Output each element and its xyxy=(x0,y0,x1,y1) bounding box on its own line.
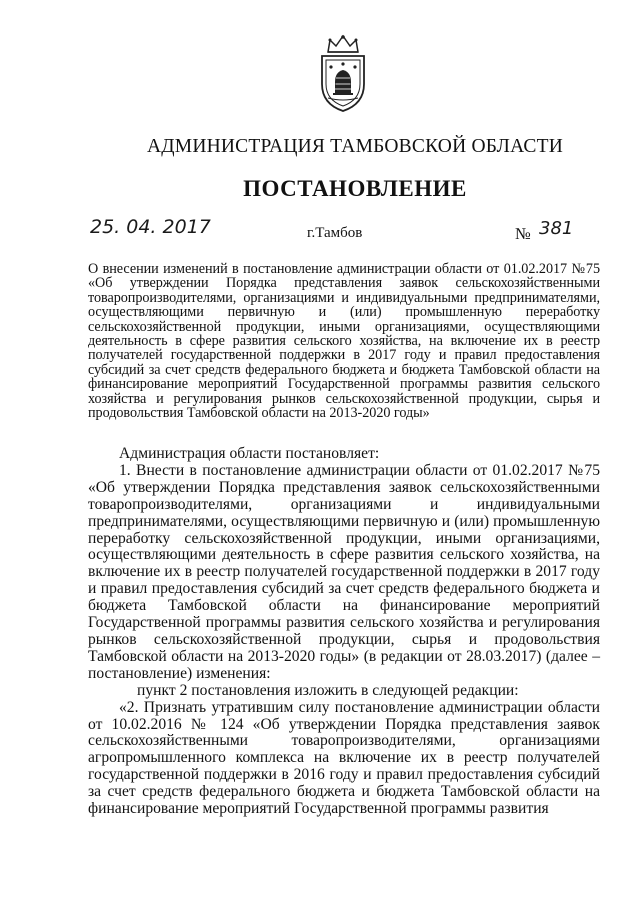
body-paragraph: Администрация области постановляет: xyxy=(119,445,380,462)
number-label: № xyxy=(515,224,531,243)
body-paragraph: 1. Внести в постановление администрации области от 01.02.2017 №75 «Об утверждении Порядка представления заявок сельскохозяйственными товаропроизводителями, организациями и индивидуальными предпринимателями, осуществляющими первичную и (или) промышленную переработку сельскохозяйственной продукции, иными организациями, осуществляющими деятельность в сфере развития сельского хозяйства, на включение их в реестр получателей государственной поддержки в 2017 году и правил предоставления субсидий за счет средств федерального бюджета и бюджета Тамбовской области на финансирование мероприятий Государственной программы развития сельского хозяйства и регулирования рынков сельскохозяйственной продукции, сырья и продовольствия Тамбовской области на 2013-2020 годы» (в редакции от 28.03.2017) (далее – постановление) изменения: xyxy=(88,461,600,682)
handwritten-date: 25. 04. 2017 xyxy=(90,216,211,238)
organization-title: АДМИНИСТРАЦИЯ ТАМБОВСКОЙ ОБЛАСТИ xyxy=(147,136,563,157)
tambov-coat-of-arms-icon xyxy=(316,34,370,114)
city: г.Тамбов xyxy=(307,225,363,241)
body-paragraph: «2. Признать утратившим силу постановление администрации области от 10.02.2016 № 124 «Об утверждении Порядка представления заявок сельскохозяйственными товаропроизводителями, организациями агропромышленного комплекса на включение их в реестр получателей государственной поддержки в 2016 году и правил предоставления субсидий за счет средств федерального бюджета и бюджета Тамбовской области на финансирование мероприятий Государственной программы развития xyxy=(88,698,600,818)
handwritten-number: 381 xyxy=(539,218,574,239)
body-paragraph: пункт 2 постановления изложить в следующей редакции: xyxy=(137,681,519,699)
document-type: ПОСТАНОВЛЕНИЕ xyxy=(243,176,467,201)
document-subject: О внесении изменений в постановление администрации области от 01.02.2017 №75 «Об утверждении Порядка представления заявок сельскохозяйственными товаропроизводителями, организациями и индивидуальными предпринимателями, осуществляющими первичную и (или) промышленную переработку сельскохозяйственной продукции, иными организациями, осуществляющими деятельность в сфере развития сельского хозяйства, на включение их в реестр получателей государственной поддержки в 2017 году и правил предоставления субсидий за счет средств федерального бюджета и бюджета Тамбовской области на финансирование мероприятий Государственной программы развития сельского хозяйства и регулирования рынков сельскохозяйственной продукции, сырья и продовольствия Тамбовской области на 2013-2020 годы» xyxy=(88,261,600,422)
document-body xyxy=(88,446,600,818)
